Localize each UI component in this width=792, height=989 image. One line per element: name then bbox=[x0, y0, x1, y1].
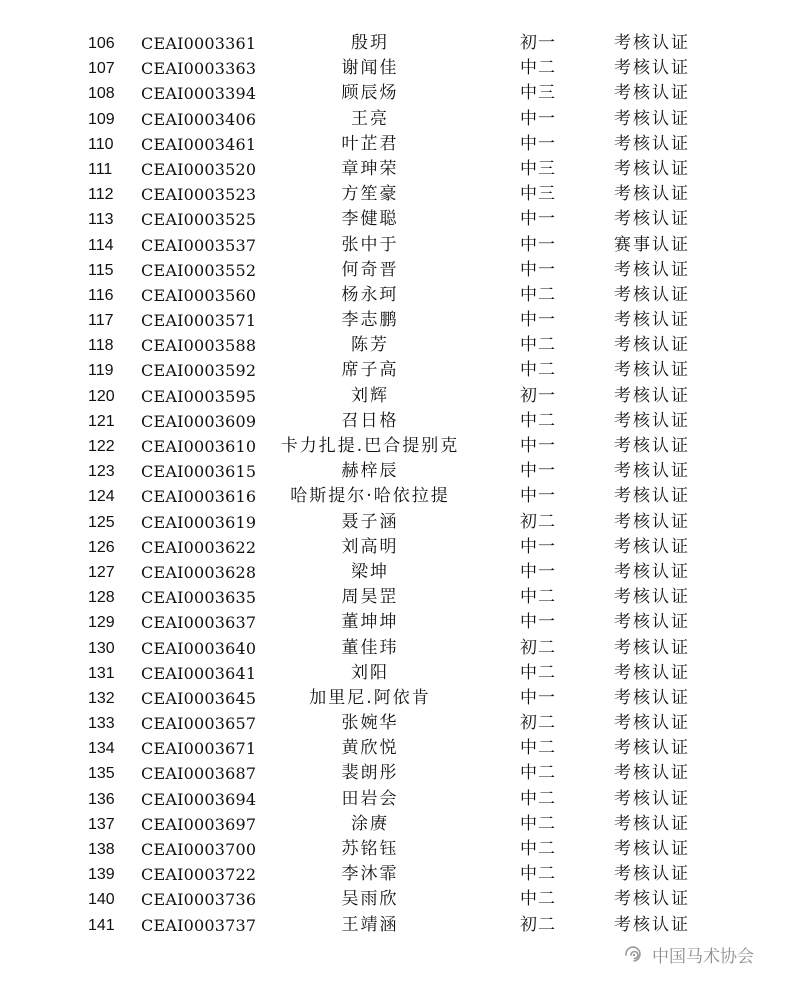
row-number: 135 bbox=[88, 765, 115, 783]
level: 中三 bbox=[520, 83, 556, 104]
table-row bbox=[0, 358, 792, 383]
level: 中三 bbox=[520, 184, 556, 205]
row-number: 106 bbox=[88, 35, 115, 52]
member-name: 谢闻佳 bbox=[341, 58, 399, 79]
table-row bbox=[0, 258, 792, 283]
certification-type: 考核认证 bbox=[614, 813, 690, 834]
certification-type: 考核认证 bbox=[614, 763, 690, 784]
member-id: CEAI0003406 bbox=[141, 109, 257, 129]
member-name: 何奇晋 bbox=[341, 259, 399, 280]
certification-type: 考核认证 bbox=[614, 385, 690, 406]
certification-type: 考核认证 bbox=[614, 612, 690, 633]
member-name: 刘高明 bbox=[341, 536, 399, 557]
member-name: 张中于 bbox=[341, 234, 399, 255]
table-row bbox=[0, 132, 792, 157]
level: 中一 bbox=[520, 687, 556, 708]
member-id: CEAI0003616 bbox=[141, 487, 257, 507]
member-id: CEAI0003588 bbox=[141, 336, 257, 356]
certification-type: 考核认证 bbox=[614, 335, 690, 356]
member-id: CEAI0003610 bbox=[141, 437, 257, 456]
table-row bbox=[0, 308, 792, 333]
certification-type: 考核认证 bbox=[614, 687, 690, 708]
member-name: 涂赓 bbox=[351, 813, 389, 834]
level: 中一 bbox=[520, 536, 556, 557]
member-name: 李志鹏 bbox=[341, 310, 399, 331]
member-name: 刘辉 bbox=[351, 385, 389, 406]
table-row bbox=[0, 157, 792, 182]
row-number: 133 bbox=[88, 715, 115, 733]
member-name: 席子高 bbox=[341, 360, 399, 381]
level: 中二 bbox=[520, 662, 556, 683]
member-name: 聂子涵 bbox=[341, 511, 399, 532]
level: 中二 bbox=[520, 839, 556, 859]
certification-type: 考核认证 bbox=[614, 839, 690, 859]
table-row bbox=[0, 761, 792, 786]
member-id: CEAI0003361 bbox=[141, 34, 257, 53]
member-name: 刘阳 bbox=[351, 662, 389, 683]
row-number: 141 bbox=[88, 916, 115, 934]
member-id: CEAI0003552 bbox=[141, 260, 257, 280]
certification-type: 考核认证 bbox=[614, 33, 690, 53]
level: 中一 bbox=[520, 133, 556, 154]
member-name: 章珅荣 bbox=[341, 158, 399, 179]
certification-type: 考核认证 bbox=[614, 436, 690, 456]
member-id: CEAI0003592 bbox=[141, 361, 257, 381]
row-number: 126 bbox=[88, 538, 115, 556]
member-name: 王靖涵 bbox=[341, 914, 399, 935]
member-id: CEAI0003525 bbox=[141, 210, 257, 230]
table-row bbox=[0, 384, 792, 409]
member-name: 卡力扎提.巴合提别克 bbox=[280, 436, 460, 456]
table-row bbox=[0, 182, 792, 207]
level: 初二 bbox=[520, 511, 556, 532]
level: 初二 bbox=[520, 713, 556, 734]
member-id: CEAI0003641 bbox=[141, 663, 257, 683]
certification-type: 考核认证 bbox=[614, 713, 690, 734]
table-row bbox=[0, 535, 792, 560]
level: 中二 bbox=[520, 410, 556, 431]
member-id: CEAI0003560 bbox=[141, 285, 257, 305]
member-id: CEAI0003622 bbox=[141, 537, 257, 557]
level: 中一 bbox=[520, 436, 556, 456]
table-row bbox=[0, 56, 792, 81]
member-name: 殷玥 bbox=[351, 33, 389, 53]
certification-type: 考核认证 bbox=[614, 461, 690, 482]
member-name: 苏铭钰 bbox=[341, 839, 399, 859]
certification-type: 考核认证 bbox=[614, 410, 690, 431]
member-name: 加里尼.阿依肯 bbox=[309, 687, 431, 708]
member-id: CEAI0003461 bbox=[141, 134, 257, 154]
table-row bbox=[0, 787, 792, 812]
row-number: 138 bbox=[88, 841, 115, 858]
row-number: 117 bbox=[88, 312, 114, 330]
row-number: 110 bbox=[88, 135, 114, 153]
member-name: 陈芳 bbox=[351, 335, 389, 356]
table-row bbox=[0, 459, 792, 484]
wechat-icon bbox=[622, 943, 646, 965]
member-name: 董坤坤 bbox=[341, 612, 399, 633]
level: 中一 bbox=[520, 486, 556, 507]
row-number: 107 bbox=[88, 60, 115, 78]
member-id: CEAI0003637 bbox=[141, 613, 257, 633]
table-row bbox=[0, 686, 792, 711]
row-number: 120 bbox=[88, 387, 115, 405]
row-number: 123 bbox=[88, 463, 115, 481]
table-row bbox=[0, 283, 792, 308]
certification-type: 考核认证 bbox=[614, 587, 690, 608]
row-number: 116 bbox=[88, 286, 114, 304]
member-name: 王亮 bbox=[351, 108, 389, 129]
member-name: 黄欣悦 bbox=[341, 738, 399, 759]
member-id: CEAI0003671 bbox=[141, 739, 257, 759]
row-number: 122 bbox=[88, 438, 115, 455]
level: 中二 bbox=[520, 864, 556, 885]
certification-type: 考核认证 bbox=[614, 536, 690, 557]
member-id: CEAI0003687 bbox=[141, 764, 257, 784]
member-id: CEAI0003737 bbox=[141, 915, 257, 935]
member-id: CEAI0003537 bbox=[141, 235, 257, 255]
row-number: 125 bbox=[88, 513, 115, 531]
member-id: CEAI0003736 bbox=[141, 890, 257, 910]
member-id: CEAI0003697 bbox=[141, 814, 257, 834]
certification-type: 考核认证 bbox=[614, 259, 690, 280]
table-row bbox=[0, 560, 792, 585]
certification-type: 考核认证 bbox=[614, 662, 690, 683]
certification-type: 考核认证 bbox=[614, 788, 690, 809]
level: 初一 bbox=[520, 385, 556, 406]
table-row bbox=[0, 434, 792, 459]
table-row bbox=[0, 81, 792, 106]
row-number: 132 bbox=[88, 689, 115, 707]
table-row bbox=[0, 812, 792, 837]
watermark-text: 中国马术协会 bbox=[652, 946, 754, 967]
row-number: 108 bbox=[88, 85, 115, 103]
level: 中一 bbox=[520, 108, 556, 129]
level: 初二 bbox=[520, 637, 556, 658]
level: 中二 bbox=[520, 788, 556, 809]
row-number: 129 bbox=[88, 614, 115, 632]
table-row bbox=[0, 887, 792, 912]
row-number: 119 bbox=[88, 362, 114, 380]
row-number: 114 bbox=[88, 236, 114, 254]
table-row bbox=[0, 585, 792, 610]
row-number: 113 bbox=[88, 211, 114, 229]
row-number: 121 bbox=[88, 412, 115, 430]
level: 中一 bbox=[520, 561, 556, 582]
table-row bbox=[0, 31, 792, 56]
certification-type: 考核认证 bbox=[614, 83, 690, 104]
level: 中二 bbox=[520, 889, 556, 910]
table-row bbox=[0, 636, 792, 661]
certification-type: 考核认证 bbox=[614, 486, 690, 507]
row-number: 112 bbox=[88, 186, 114, 204]
level: 中二 bbox=[520, 58, 556, 79]
certification-type: 考核认证 bbox=[614, 889, 690, 910]
certification-table bbox=[0, 31, 792, 938]
certification-type: 考核认证 bbox=[614, 209, 690, 230]
member-id: CEAI0003700 bbox=[141, 840, 257, 859]
level: 中二 bbox=[520, 284, 556, 305]
member-id: CEAI0003609 bbox=[141, 411, 257, 431]
member-id: CEAI0003394 bbox=[141, 84, 257, 104]
level: 中一 bbox=[520, 209, 556, 230]
row-number: 131 bbox=[88, 664, 115, 682]
level: 中二 bbox=[520, 763, 556, 784]
level: 中一 bbox=[520, 461, 556, 482]
table-row bbox=[0, 484, 792, 509]
level: 中二 bbox=[520, 813, 556, 834]
row-number: 139 bbox=[88, 866, 115, 884]
certification-type: 考核认证 bbox=[614, 310, 690, 331]
certification-type: 考核认证 bbox=[614, 133, 690, 154]
certification-type: 考核认证 bbox=[614, 914, 690, 935]
row-number: 109 bbox=[88, 110, 115, 128]
member-id: CEAI0003363 bbox=[141, 59, 257, 79]
member-name: 顾辰炀 bbox=[341, 83, 399, 104]
certification-type: 考核认证 bbox=[614, 184, 690, 205]
table-row bbox=[0, 661, 792, 686]
member-name: 杨永珂 bbox=[341, 284, 399, 305]
member-id: CEAI0003722 bbox=[141, 865, 257, 885]
row-number: 111 bbox=[88, 160, 113, 178]
member-id: CEAI0003645 bbox=[141, 688, 257, 708]
member-id: CEAI0003657 bbox=[141, 714, 257, 734]
member-name: 董佳玮 bbox=[341, 637, 399, 658]
row-number: 128 bbox=[88, 589, 115, 607]
member-name: 梁坤 bbox=[351, 561, 389, 582]
level: 初一 bbox=[520, 33, 556, 53]
member-name: 召日格 bbox=[341, 410, 399, 431]
row-number: 136 bbox=[88, 790, 115, 808]
level: 中二 bbox=[520, 587, 556, 608]
certification-type: 赛事认证 bbox=[614, 234, 690, 255]
row-number: 115 bbox=[88, 261, 114, 279]
member-name: 李健聪 bbox=[341, 209, 399, 230]
member-id: CEAI0003523 bbox=[141, 185, 257, 205]
level: 初二 bbox=[520, 914, 556, 935]
member-name: 方笙豪 bbox=[341, 184, 399, 205]
member-name: 田岩会 bbox=[341, 788, 399, 809]
certification-type: 考核认证 bbox=[614, 637, 690, 658]
row-number: 118 bbox=[88, 337, 114, 355]
level: 中二 bbox=[520, 738, 556, 759]
certification-type: 考核认证 bbox=[614, 864, 690, 885]
certification-type: 考核认证 bbox=[614, 360, 690, 381]
table-row bbox=[0, 862, 792, 887]
table-row bbox=[0, 913, 792, 938]
row-number: 127 bbox=[88, 563, 115, 581]
row-number: 137 bbox=[88, 815, 115, 833]
level: 中二 bbox=[520, 335, 556, 356]
row-number: 130 bbox=[88, 639, 115, 657]
member-name: 哈斯提尔·哈依拉提 bbox=[290, 486, 450, 507]
level: 中三 bbox=[520, 158, 556, 179]
level: 中一 bbox=[520, 234, 556, 255]
watermark bbox=[622, 941, 754, 967]
row-number: 140 bbox=[88, 891, 115, 909]
member-id: CEAI0003694 bbox=[141, 789, 257, 809]
member-id: CEAI0003628 bbox=[141, 562, 257, 582]
certification-type: 考核认证 bbox=[614, 561, 690, 582]
table-row bbox=[0, 837, 792, 862]
member-id: CEAI0003571 bbox=[141, 311, 257, 331]
member-name: 赫梓辰 bbox=[341, 461, 399, 482]
table-row bbox=[0, 333, 792, 358]
table-row bbox=[0, 207, 792, 232]
member-name: 裴朗彤 bbox=[341, 763, 399, 784]
member-name: 张婉华 bbox=[341, 713, 399, 734]
certification-type: 考核认证 bbox=[614, 58, 690, 79]
level: 中一 bbox=[520, 310, 556, 331]
table-row bbox=[0, 510, 792, 535]
member-name: 叶芷君 bbox=[341, 133, 399, 154]
member-id: CEAI0003595 bbox=[141, 386, 257, 406]
row-number: 124 bbox=[88, 488, 115, 506]
table-row bbox=[0, 610, 792, 635]
level: 中一 bbox=[520, 612, 556, 633]
table-row bbox=[0, 711, 792, 736]
certification-type: 考核认证 bbox=[614, 158, 690, 179]
certification-type: 考核认证 bbox=[614, 284, 690, 305]
member-name: 吴雨欣 bbox=[341, 889, 399, 910]
certification-type: 考核认证 bbox=[614, 108, 690, 129]
member-name: 李沐霏 bbox=[341, 864, 399, 885]
certification-type: 考核认证 bbox=[614, 511, 690, 532]
table-row bbox=[0, 409, 792, 434]
member-name: 周昊罡 bbox=[341, 587, 399, 608]
member-id: CEAI0003635 bbox=[141, 588, 257, 608]
row-number: 134 bbox=[88, 740, 115, 758]
member-id: CEAI0003520 bbox=[141, 159, 257, 179]
level: 中二 bbox=[520, 360, 556, 381]
member-id: CEAI0003640 bbox=[141, 638, 257, 658]
certification-type: 考核认证 bbox=[614, 738, 690, 759]
member-id: CEAI0003619 bbox=[141, 512, 257, 532]
level: 中一 bbox=[520, 259, 556, 280]
table-row bbox=[0, 233, 792, 258]
member-id: CEAI0003615 bbox=[141, 462, 257, 482]
table-row bbox=[0, 736, 792, 761]
table-row bbox=[0, 107, 792, 132]
